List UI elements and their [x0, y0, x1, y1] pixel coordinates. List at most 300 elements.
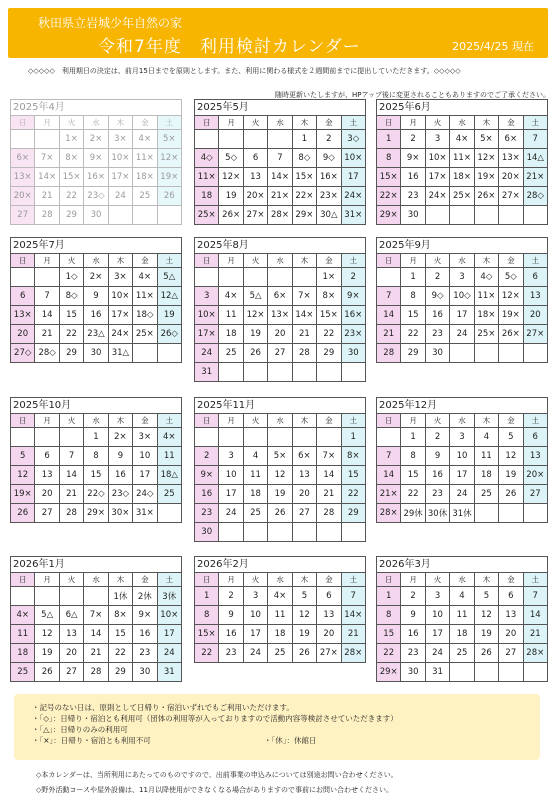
day-cell: 24 [195, 344, 219, 363]
day-cell: 22◇ [84, 485, 108, 504]
week-row [377, 587, 548, 606]
week-row [195, 130, 366, 149]
day-cell: 9 [84, 287, 108, 306]
day-cell: 10× [425, 149, 449, 168]
day-cell: 29 [59, 206, 83, 225]
empty-cell [268, 363, 292, 382]
day-cell: 26× [219, 206, 243, 225]
day-cell: 13 [523, 447, 547, 466]
day-cell: 5◇ [219, 149, 243, 168]
day-cell: 12× [499, 287, 523, 306]
day-cell: 23 [133, 644, 157, 663]
empty-cell [523, 344, 547, 363]
day-cell: 2休 [133, 587, 157, 606]
day-cell: 30休 [425, 504, 449, 523]
day-cell: 15× [59, 168, 83, 187]
day-cell: 31 [425, 663, 449, 682]
day-cell: 11× [195, 168, 219, 187]
day-cell: 5 [11, 447, 35, 466]
empty-cell [499, 663, 523, 682]
day-cell: 23 [219, 644, 243, 663]
day-cell: 15× [377, 168, 401, 187]
day-cell: 11 [157, 447, 181, 466]
weekday-header: 金 [499, 254, 523, 268]
day-cell: 29休 [401, 504, 425, 523]
day-cell: 19 [292, 625, 316, 644]
day-cell: 20× [499, 168, 523, 187]
day-cell: 21 [317, 485, 341, 504]
weekday-header: 木 [474, 573, 498, 587]
weekday-header: 月 [219, 573, 243, 587]
day-cell: 1 [401, 268, 425, 287]
day-cell: 5△ [35, 606, 59, 625]
day-cell: 20× [523, 466, 547, 485]
day-cell: 25 [133, 187, 157, 206]
weekday-header: 土 [523, 414, 547, 428]
day-cell: 10 [243, 606, 267, 625]
day-cell: 27 [499, 644, 523, 663]
day-cell: 1 [195, 587, 219, 606]
day-cell: 17× [425, 168, 449, 187]
empty-cell [450, 206, 474, 225]
week-row [195, 606, 366, 625]
day-cell: 6× [268, 287, 292, 306]
month-calendar [376, 237, 548, 363]
day-cell: 18 [474, 466, 498, 485]
week-row [195, 344, 366, 363]
weekday-row [195, 116, 366, 130]
empty-cell [425, 206, 449, 225]
day-cell: 14 [35, 306, 59, 325]
day-cell: 4× [219, 287, 243, 306]
day-cell: 16× [341, 306, 365, 325]
weekday-header: 月 [401, 573, 425, 587]
day-cell: 7 [35, 287, 59, 306]
weekday-row [377, 116, 548, 130]
day-cell: 10× [157, 606, 181, 625]
day-cell: 16 [425, 466, 449, 485]
day-cell: 5 [499, 428, 523, 447]
day-cell: 9 [108, 447, 132, 466]
day-cell: 31休 [450, 504, 474, 523]
day-cell: 18× [450, 168, 474, 187]
day-cell: 12× [157, 149, 181, 168]
day-cell: 1 [341, 428, 365, 447]
day-cell: 22 [317, 325, 341, 344]
day-cell: 5× [157, 130, 181, 149]
weekday-header: 日 [377, 414, 401, 428]
month-title: 2025年11月 [194, 397, 366, 413]
day-cell: 16 [425, 306, 449, 325]
day-cell: 20 [317, 625, 341, 644]
day-cell: 20 [499, 625, 523, 644]
page-header [8, 8, 548, 58]
day-cell: 11 [268, 606, 292, 625]
day-cell: 14 [523, 606, 547, 625]
weekday-header: 日 [11, 573, 35, 587]
day-cell: 28× [268, 206, 292, 225]
legend-box [14, 694, 540, 760]
day-cell: 2 [341, 268, 365, 287]
empty-cell [11, 130, 35, 149]
day-cell: 21× [268, 187, 292, 206]
day-cell: 18 [11, 644, 35, 663]
organization-name: 秋田県立岩城少年自然の家 [38, 16, 183, 30]
week-row [377, 466, 548, 485]
legend-line: ・「△」：日帰りのみの利用可 [32, 725, 128, 734]
week-row [195, 168, 366, 187]
month-table [194, 253, 366, 382]
day-cell: 15 [108, 625, 132, 644]
weekday-header: 火 [59, 116, 83, 130]
weekday-header: 木 [292, 414, 316, 428]
empty-cell [84, 587, 108, 606]
day-cell: 4◇ [195, 149, 219, 168]
day-cell: 30 [133, 663, 157, 682]
empty-cell [243, 363, 267, 382]
weekday-header: 月 [35, 414, 59, 428]
day-cell: 19 [35, 644, 59, 663]
weekday-header: 火 [243, 254, 267, 268]
day-cell: 11 [474, 447, 498, 466]
week-row [11, 306, 182, 325]
week-row [195, 644, 366, 663]
weekday-header: 火 [59, 414, 83, 428]
day-cell: 9◇ [317, 149, 341, 168]
day-cell: 1 [292, 130, 316, 149]
day-cell: 2 [425, 268, 449, 287]
weekday-header: 木 [292, 254, 316, 268]
day-cell: 16× [317, 168, 341, 187]
day-cell: 10× [108, 287, 132, 306]
weekday-header: 土 [341, 116, 365, 130]
day-cell: 10 [219, 466, 243, 485]
week-row [11, 130, 182, 149]
empty-cell [499, 206, 523, 225]
month-table [10, 572, 182, 682]
day-cell: 30 [84, 344, 108, 363]
week-row [11, 504, 182, 523]
month-title: 2026年2月 [194, 556, 366, 572]
month-calendar [376, 99, 548, 225]
day-cell: 9× [401, 149, 425, 168]
day-cell: 3 [195, 287, 219, 306]
day-cell: 25 [11, 663, 35, 682]
week-row [195, 149, 366, 168]
weekday-header: 火 [425, 254, 449, 268]
day-cell: 28 [59, 504, 83, 523]
day-cell: 26 [268, 504, 292, 523]
day-cell: 9× [84, 149, 108, 168]
weekday-row [11, 116, 182, 130]
week-row [377, 447, 548, 466]
weekday-header: 土 [157, 116, 181, 130]
empty-cell [268, 428, 292, 447]
day-cell: 6× [292, 447, 316, 466]
day-cell: 26× [499, 325, 523, 344]
empty-cell [292, 268, 316, 287]
week-row [195, 206, 366, 225]
day-cell: 26 [243, 344, 267, 363]
day-cell: 22 [401, 485, 425, 504]
weekday-header: 木 [108, 254, 132, 268]
legend-unavailable: ・「×」：日帰り・宿泊とも利用不可 [32, 736, 151, 745]
day-cell: 31△ [108, 344, 132, 363]
day-cell: 30 [401, 206, 425, 225]
day-cell: 11 [219, 306, 243, 325]
day-cell: 7× [317, 447, 341, 466]
legend-line: ・記号のない日は、原則として日帰り・宿泊いずれでもご利用いただけます。 [32, 703, 294, 712]
empty-cell [474, 206, 498, 225]
day-cell: 24× [341, 187, 365, 206]
day-cell: 8 [377, 149, 401, 168]
empty-cell [523, 504, 547, 523]
day-cell: 25× [474, 325, 498, 344]
day-cell: 29× [377, 206, 401, 225]
week-row [377, 504, 548, 523]
day-cell: 6 [523, 428, 547, 447]
day-cell: 1 [377, 130, 401, 149]
day-cell: 1◇ [59, 268, 83, 287]
empty-cell [219, 268, 243, 287]
day-cell: 4 [243, 447, 267, 466]
day-cell: 11× [450, 149, 474, 168]
weekday-header: 水 [268, 414, 292, 428]
day-cell: 15 [401, 466, 425, 485]
day-cell: 25 [268, 644, 292, 663]
day-cell: 9 [219, 606, 243, 625]
day-cell: 16 [401, 625, 425, 644]
week-row [377, 428, 548, 447]
empty-cell [157, 344, 181, 363]
empty-cell [317, 363, 341, 382]
day-cell: 3× [133, 428, 157, 447]
empty-cell [11, 268, 35, 287]
day-cell: 15 [341, 466, 365, 485]
day-cell: 23◇ [108, 485, 132, 504]
day-cell: 6 [35, 447, 59, 466]
day-cell: 9 [425, 447, 449, 466]
empty-cell [317, 428, 341, 447]
empty-cell [268, 523, 292, 542]
week-row [377, 325, 548, 344]
week-row [11, 287, 182, 306]
weekday-header: 月 [35, 254, 59, 268]
day-cell: 5× [474, 130, 498, 149]
day-cell: 22 [341, 485, 365, 504]
empty-cell [268, 268, 292, 287]
day-cell: 21 [59, 485, 83, 504]
day-cell: 10 [425, 606, 449, 625]
day-cell: 15× [195, 625, 219, 644]
day-cell: 26 [11, 504, 35, 523]
month-calendar [10, 556, 182, 682]
day-cell: 9× [195, 466, 219, 485]
day-cell: 8 [84, 447, 108, 466]
week-row [11, 644, 182, 663]
day-cell: 23 [425, 485, 449, 504]
empty-cell [133, 206, 157, 225]
day-cell: 19× [11, 485, 35, 504]
day-cell: 10 [133, 447, 157, 466]
week-row [377, 625, 548, 644]
weekday-header: 月 [219, 254, 243, 268]
day-cell: 17 [243, 625, 267, 644]
day-cell: 3× [108, 130, 132, 149]
week-row [195, 523, 366, 542]
day-cell: 9◇ [425, 287, 449, 306]
month-calendar [194, 99, 366, 225]
day-cell: 5 [292, 587, 316, 606]
empty-cell [292, 363, 316, 382]
day-cell: 29 [341, 504, 365, 523]
day-cell: 16 [84, 306, 108, 325]
day-cell: 14× [35, 168, 59, 187]
weekday-header: 日 [377, 573, 401, 587]
day-cell: 24× [425, 187, 449, 206]
weekday-header: 土 [341, 414, 365, 428]
day-cell: 12 [499, 447, 523, 466]
week-row [195, 428, 366, 447]
weekday-header: 水 [268, 254, 292, 268]
weekday-header: 水 [450, 573, 474, 587]
day-cell: 17 [450, 466, 474, 485]
week-row [11, 325, 182, 344]
day-cell: 13× [11, 168, 35, 187]
empty-cell [11, 587, 35, 606]
weekday-header: 日 [195, 116, 219, 130]
day-cell: 24 [108, 187, 132, 206]
weekday-header: 木 [292, 116, 316, 130]
week-row [195, 325, 366, 344]
day-cell: 22 [195, 644, 219, 663]
day-cell: 19× [499, 306, 523, 325]
day-cell: 15 [59, 306, 83, 325]
day-cell: 28 [292, 344, 316, 363]
weekday-header: 日 [11, 116, 35, 130]
day-cell: 16 [108, 466, 132, 485]
day-cell: 10◇ [450, 287, 474, 306]
day-cell: 6 [243, 149, 267, 168]
day-cell: 6× [11, 149, 35, 168]
day-cell: 14 [84, 625, 108, 644]
empty-cell [243, 130, 267, 149]
week-row [11, 587, 182, 606]
day-cell: 11× [133, 149, 157, 168]
month-calendar [376, 556, 548, 682]
day-cell: 16× [84, 168, 108, 187]
weekday-header: 水 [268, 116, 292, 130]
day-cell: 14 [317, 466, 341, 485]
week-row [195, 625, 366, 644]
legend-line: ・「◇」：日帰り・宿泊とも利用可（団体の利用等が入っておりますので活動内容等検討させていただきます） [32, 714, 398, 723]
week-row [195, 587, 366, 606]
day-cell: 8× [59, 149, 83, 168]
weekday-header: 日 [11, 254, 35, 268]
month-table [194, 572, 366, 663]
weekday-header: 日 [377, 116, 401, 130]
weekday-header: 日 [195, 414, 219, 428]
weekday-header: 水 [450, 116, 474, 130]
month-title: 2025年8月 [194, 237, 366, 253]
week-row [195, 485, 366, 504]
day-cell: 7× [292, 287, 316, 306]
day-cell: 26◇ [157, 325, 181, 344]
day-cell: 19 [268, 485, 292, 504]
day-cell: 22 [108, 644, 132, 663]
month-table [376, 253, 548, 363]
day-cell: 26 [292, 644, 316, 663]
day-cell: 17 [219, 485, 243, 504]
day-cell: 13× [11, 306, 35, 325]
day-cell: 1 [401, 428, 425, 447]
weekday-header: 火 [59, 254, 83, 268]
weekday-row [195, 414, 366, 428]
day-cell: 10 [450, 447, 474, 466]
week-row [377, 206, 548, 225]
day-cell: 4× [268, 587, 292, 606]
weekday-header: 火 [425, 116, 449, 130]
empty-cell [219, 363, 243, 382]
day-cell: 4× [11, 606, 35, 625]
weekday-header: 火 [425, 414, 449, 428]
day-cell: 6 [523, 268, 547, 287]
empty-cell [133, 344, 157, 363]
empty-cell [499, 504, 523, 523]
week-row [195, 466, 366, 485]
weekday-header: 日 [377, 254, 401, 268]
day-cell: 24◇ [133, 485, 157, 504]
day-cell: 26 [474, 644, 498, 663]
day-cell: 21× [377, 485, 401, 504]
empty-cell [499, 344, 523, 363]
day-cell: 20× [243, 187, 267, 206]
week-row [195, 363, 366, 382]
day-cell: 11 [450, 606, 474, 625]
weekday-header: 水 [84, 254, 108, 268]
day-cell: 4 [474, 428, 498, 447]
empty-cell [243, 428, 267, 447]
day-cell: 22× [292, 187, 316, 206]
day-cell: 21 [377, 325, 401, 344]
week-row [377, 644, 548, 663]
day-cell: 8 [377, 606, 401, 625]
weekday-header: 金 [133, 573, 157, 587]
month-calendar [194, 237, 366, 382]
weekday-header: 金 [133, 116, 157, 130]
day-cell: 7 [377, 447, 401, 466]
day-cell: 5△ [243, 287, 267, 306]
day-cell: 22 [377, 644, 401, 663]
weekday-header: 水 [84, 573, 108, 587]
day-cell: 14 [59, 466, 83, 485]
weekday-header: 月 [35, 573, 59, 587]
day-cell: 23 [195, 504, 219, 523]
empty-cell [59, 587, 83, 606]
day-cell: 16 [401, 168, 425, 187]
day-cell: 4× [157, 428, 181, 447]
weekday-header: 月 [401, 116, 425, 130]
empty-cell [243, 523, 267, 542]
weekday-header: 月 [219, 116, 243, 130]
weekday-header: 金 [499, 116, 523, 130]
day-cell: 10× [108, 149, 132, 168]
day-cell: 2 [219, 587, 243, 606]
day-cell: 2 [195, 447, 219, 466]
weekday-header: 水 [84, 414, 108, 428]
day-cell: 29 [108, 663, 132, 682]
week-row [377, 149, 548, 168]
